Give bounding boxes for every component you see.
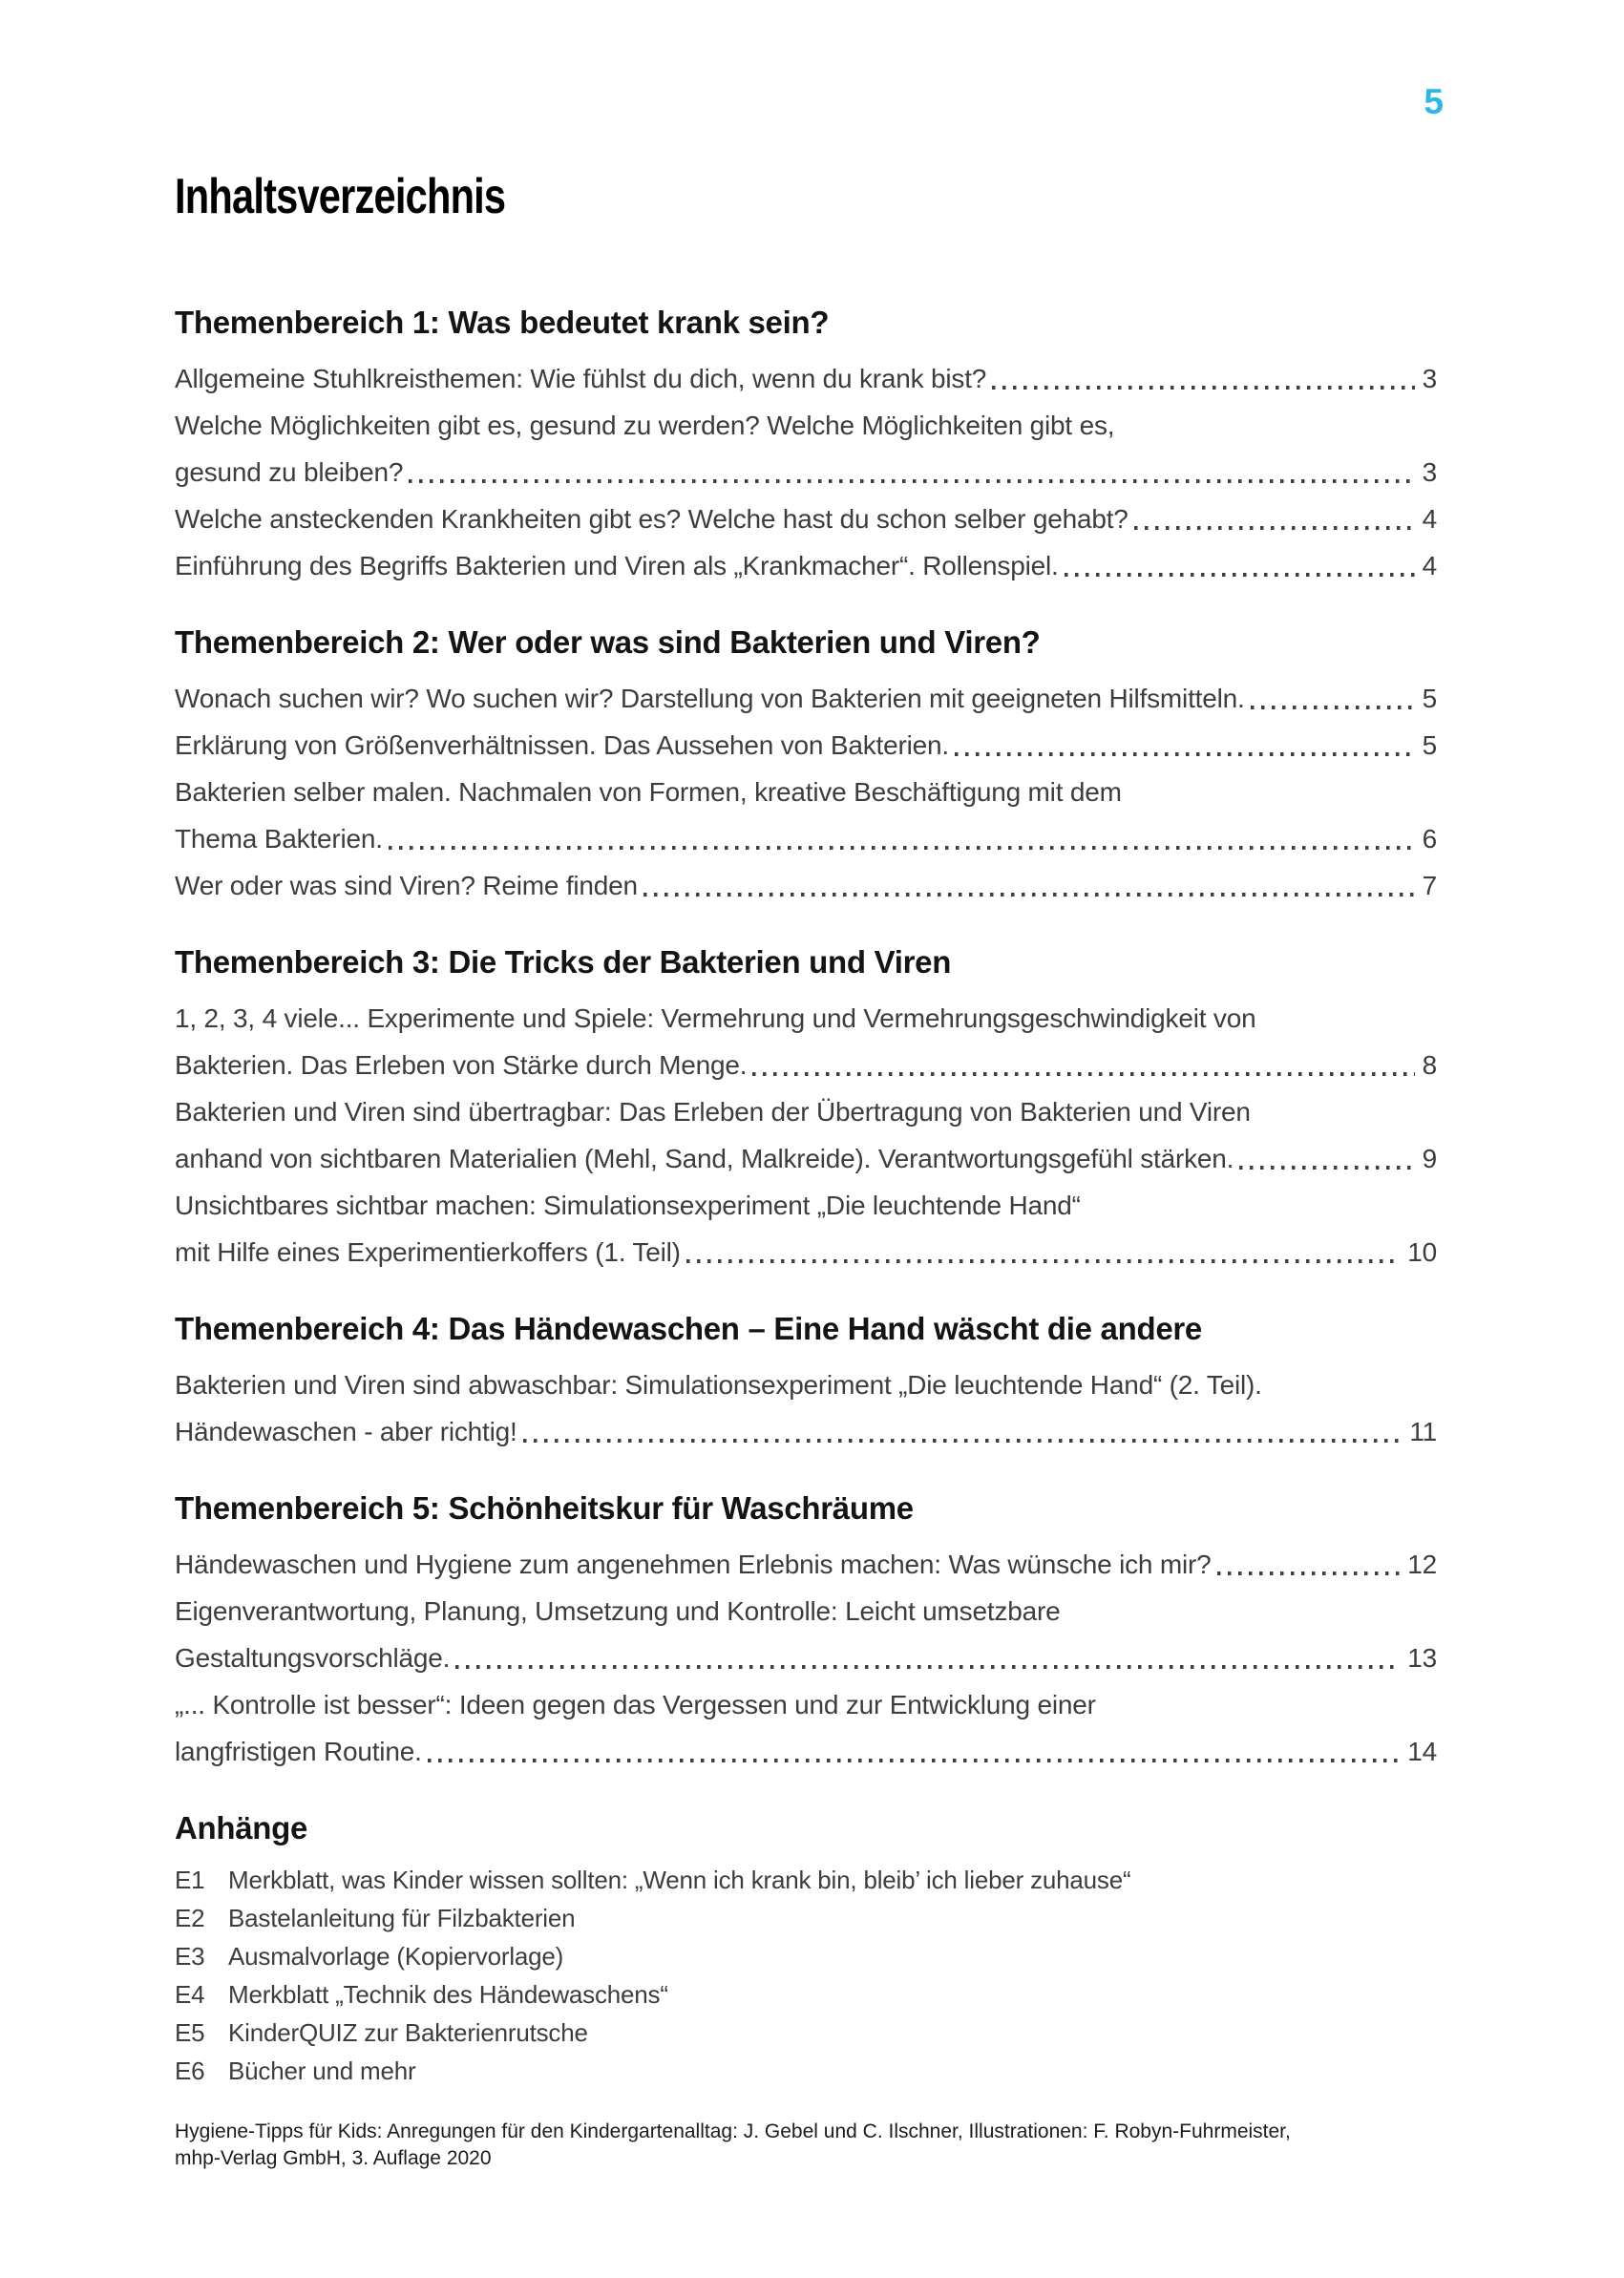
section-heading: Themenbereich 1: Was bedeutet krank sein?: [175, 305, 830, 340]
toc-page-number: 5: [1422, 684, 1437, 713]
toc-line: [175, 496, 1437, 542]
toc-entry-text: Erklärung von Größenverhältnissen. Das Aussehen von Bakterien.: [175, 730, 949, 760]
appendix-item: [175, 1975, 1437, 2014]
appendix-code: E1: [175, 1866, 205, 1894]
appendix-code: E5: [175, 2018, 205, 2047]
appendix-code: E6: [175, 2057, 205, 2085]
toc-page-number: 5: [1422, 730, 1437, 760]
footer-line: mhp-Verlag GmbH, 3. Auflage 2020: [175, 2147, 492, 2169]
toc-entry-text: Unsichtbares sichtbar machen: Simulationsexperiment „Die leuchtende Hand“: [175, 1191, 1081, 1220]
toc-line: [175, 1681, 1437, 1728]
toc-line: [175, 355, 1437, 402]
toc-line: [175, 769, 1437, 815]
toc-entry-text: Wonach suchen wir? Wo suchen wir? Darstellung von Bakterien mit geeigneten Hilfsmitteln.: [175, 684, 1245, 713]
toc-entry-text: anhand von sichtbaren Materialien (Mehl, Sand, Malkreide). Verantwortungsgefühl stärken.: [175, 1144, 1234, 1173]
toc-page-number: 3: [1422, 364, 1437, 393]
appendix-label: Ausmalvorlage (Kopiervorlage): [228, 1942, 564, 1971]
toc-line: [175, 815, 1437, 862]
toc-entry-text: gesund zu bleiben?: [175, 457, 404, 487]
appendix-code: E3: [175, 1942, 205, 1971]
toc-line: [175, 722, 1437, 769]
toc-entry-text: 1, 2, 3, 4 viele... Experimente und Spiele: Vermehrung und Vermehrungsgeschwindigkeit von: [175, 1003, 1256, 1033]
toc-line: [175, 449, 1437, 496]
toc-line: [175, 1408, 1437, 1455]
toc-line: [175, 1361, 1437, 1408]
appendix-item: [175, 1937, 1437, 1975]
toc-page-number: 7: [1422, 871, 1437, 900]
toc-line: [175, 1728, 1437, 1775]
toc-line: [175, 862, 1437, 909]
toc-line: [175, 542, 1437, 589]
appendix-item: [175, 1899, 1437, 1937]
appendix-item: [175, 1861, 1437, 1899]
footer-line: Hygiene-Tipps für Kids: Anregungen für den Kindergartenalltag: J. Gebel und C. Ilschner, Illustrationen: F. Robyn-Fuhrmeister,: [175, 2120, 1291, 2142]
appendix-code: E4: [175, 1980, 205, 2009]
toc-line: [175, 1088, 1437, 1135]
toc-page-number: 4: [1422, 504, 1437, 534]
toc-entry-text: Bakterien und Viren sind abwaschbar: Simulationsexperiment „Die leuchtende Hand“ (2. Teil).: [175, 1370, 1262, 1400]
toc-entry-text: mit Hilfe eines Experimentierkoffers (1. Teil): [175, 1237, 681, 1267]
toc-line: [175, 995, 1437, 1042]
dot-leader: [992, 386, 1414, 390]
appendix-code: E2: [175, 1904, 205, 1932]
dot-leader: [955, 752, 1415, 756]
dot-leader: [409, 479, 1414, 483]
toc-line: [175, 1135, 1437, 1182]
toc-page-number: 6: [1422, 824, 1437, 854]
dot-leader: [643, 893, 1415, 896]
toc-page-number: 4: [1422, 551, 1437, 580]
appendix-item: [175, 2052, 1437, 2090]
toc-entry-text: Händewaschen - aber richtig!: [175, 1417, 517, 1446]
toc-entry-text: Wer oder was sind Viren? Reime finden: [175, 871, 638, 900]
toc-entry-text: Welche ansteckenden Krankheiten gibt es? Welche hast du schon selber gehabt?: [175, 504, 1128, 534]
toc-page-number: 12: [1407, 1550, 1437, 1579]
toc-page-number: 10: [1407, 1237, 1437, 1267]
toc-content: [175, 170, 1437, 2172]
toc-entry-text: Bakterien und Viren sind übertragbar: Das Erleben der Übertragung von Bakterien und Viren: [175, 1097, 1251, 1127]
toc-entry-text: Bakterien. Das Erleben von Stärke durch Menge.: [175, 1050, 748, 1080]
toc-entry-text: Einführung des Begriffs Bakterien und Viren als „Krankmacher“. Rollenspiel.: [175, 551, 1059, 580]
toc-entry-text: Thema Bakterien.: [175, 824, 383, 854]
toc-entry-text: Welche Möglichkeiten gibt es, gesund zu werden? Welche Möglichkeiten gibt es,: [175, 411, 1115, 440]
toc-page-number: 11: [1409, 1417, 1437, 1446]
toc-page-number: 14: [1407, 1737, 1437, 1766]
toc-entry-text: Eigenverantwortung, Planung, Umsetzung und Kontrolle: Leicht umsetzbare: [175, 1596, 1061, 1626]
toc-line: [175, 1229, 1437, 1276]
section-heading: Themenbereich 2: Wer oder was sind Bakterien und Viren?: [175, 624, 1041, 660]
toc-entry-text: langfristigen Routine.: [175, 1737, 422, 1766]
dot-leader: [752, 1072, 1414, 1076]
toc-entry-text: Allgemeine Stuhlkreisthemen: Wie fühlst du dich, wenn du krank bist?: [175, 364, 987, 393]
appendix-label: Bastelanleitung für Filzbakterien: [228, 1904, 576, 1932]
toc-page-number: 3: [1422, 457, 1437, 487]
dot-leader: [1251, 706, 1415, 709]
toc-line: [175, 1588, 1437, 1635]
appendix-label: Merkblatt „Technik des Händewaschens“: [228, 1980, 668, 2009]
toc-line: [175, 1182, 1437, 1229]
toc-line: [175, 402, 1437, 449]
section-heading: Themenbereich 4: Das Händewaschen – Eine Hand wäscht die andere: [175, 1311, 1202, 1346]
appendix-label: KinderQUIZ zur Bakterienrutsche: [228, 2018, 588, 2047]
toc-entry-text: Bakterien selber malen. Nachmalen von Formen, kreative Beschäftigung mit dem: [175, 777, 1122, 807]
dot-leader: [428, 1759, 1401, 1762]
toc-line: [175, 1541, 1437, 1588]
footer: [175, 2119, 1437, 2172]
toc-page-number: 9: [1422, 1144, 1437, 1173]
dot-leader: [455, 1665, 1400, 1669]
toc-page-number: 13: [1407, 1643, 1437, 1673]
page-title: Inhaltsverzeichnis: [175, 169, 506, 224]
dot-leader: [1239, 1166, 1414, 1170]
appendix-label: Merkblatt, was Kinder wissen sollten: „Wenn ich krank bin, bleib’ ich lieber zuhause“: [228, 1866, 1131, 1894]
toc-entry-text: „... Kontrolle ist besser“: Ideen gegen das Vergessen und zur Entwicklung einer: [175, 1690, 1096, 1719]
appendix-item: [175, 2014, 1437, 2052]
page-number: 5: [1424, 82, 1444, 121]
appendix-label: Bücher und mehr: [228, 2057, 416, 2085]
toc-line: [175, 1635, 1437, 1681]
section-heading: Themenbereich 5: Schönheitskur für Waschräume: [175, 1490, 914, 1526]
dot-leader: [523, 1439, 1403, 1443]
toc-line: [175, 1042, 1437, 1088]
toc-entry-text: Händewaschen und Hygiene zum angenehmen Erlebnis machen: Was wünsche ich mir?: [175, 1550, 1212, 1579]
toc-page-number: 8: [1422, 1050, 1437, 1080]
dot-leader: [1065, 573, 1415, 577]
dot-leader: [389, 846, 1415, 850]
dot-leader: [686, 1259, 1401, 1263]
section-heading: Themenbereich 3: Die Tricks der Bakterien und Viren: [175, 944, 952, 980]
appendix-heading: Anhänge: [175, 1810, 308, 1846]
dot-leader: [1134, 526, 1415, 530]
toc-entry-text: Gestaltungsvorschläge.: [175, 1643, 451, 1673]
dot-leader: [1217, 1571, 1401, 1575]
toc-line: [175, 675, 1437, 722]
